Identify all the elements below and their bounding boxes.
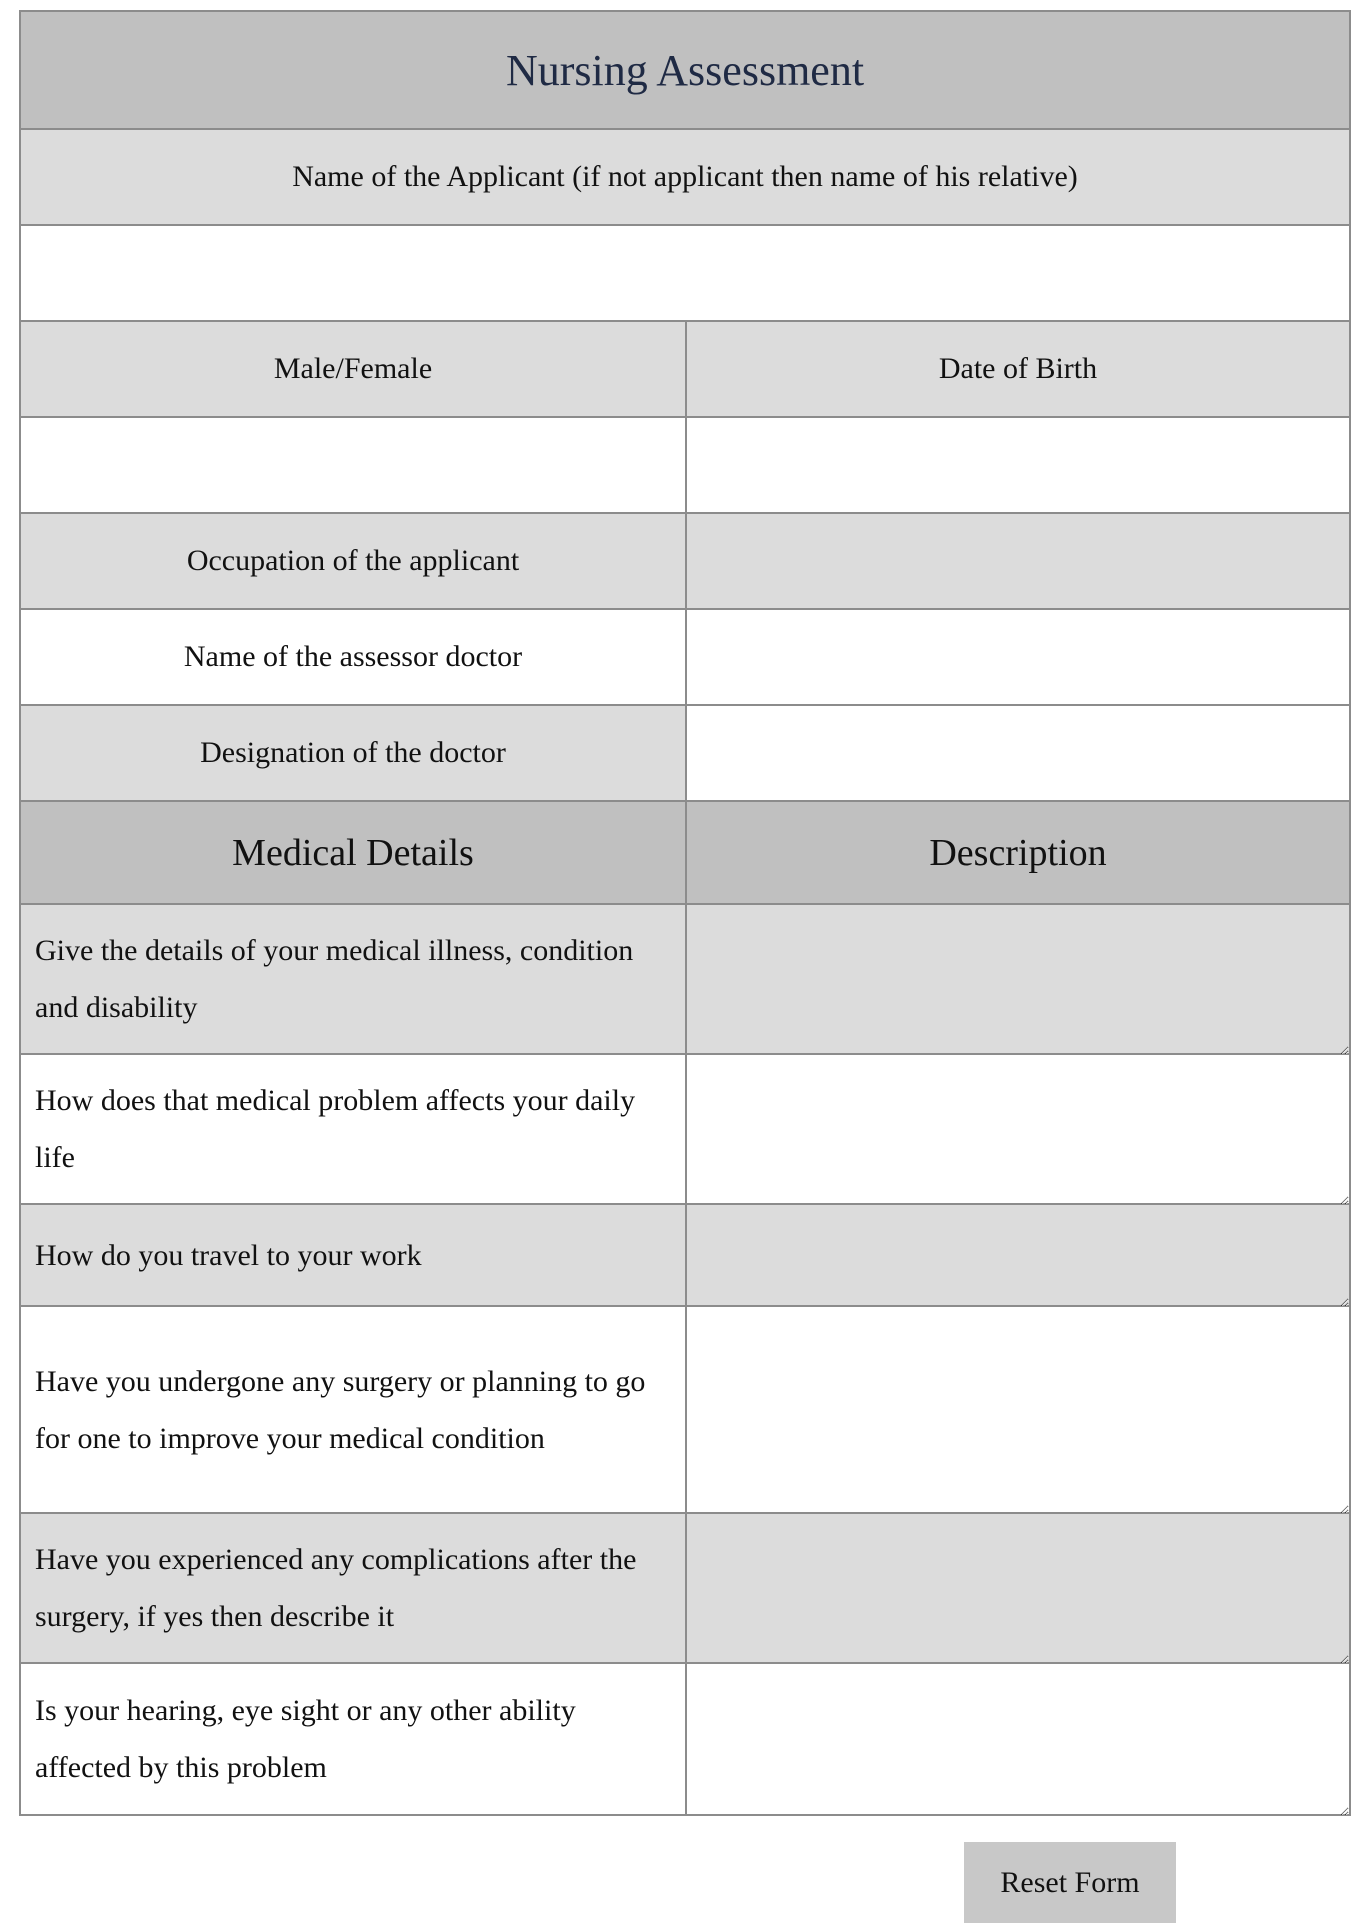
question-row [21, 1664, 1349, 1814]
question-label: Is your hearing, eye sight or any other ability affected by this problem [21, 1664, 687, 1814]
answer-input[interactable] [687, 1662, 1349, 1816]
occupation-input[interactable] [687, 513, 1349, 609]
assessor-input[interactable] [687, 609, 1349, 705]
question-row [21, 1514, 1349, 1664]
occupation-field[interactable] [687, 514, 1349, 608]
reset-form-button[interactable]: Reset Form [964, 1842, 1176, 1923]
answer-input[interactable] [687, 903, 1349, 1055]
medical-details-header: Medical Details [21, 802, 687, 903]
designation-field[interactable] [687, 706, 1349, 800]
answer-input[interactable] [687, 1053, 1349, 1205]
assessor-row [21, 610, 1349, 706]
applicant-name-field[interactable] [21, 226, 1349, 320]
question-label: Have you experienced any complications after the surgery, if yes then describe it [21, 1514, 687, 1662]
gender-dob-input-row [21, 418, 1349, 514]
question-row [21, 1307, 1349, 1514]
title-row [21, 12, 1349, 130]
dob-field[interactable] [687, 418, 1349, 512]
question-row [21, 1205, 1349, 1307]
answer-field[interactable] [687, 1307, 1349, 1512]
occupation-label: Occupation of the applicant [21, 514, 687, 608]
dob-input[interactable] [687, 417, 1349, 513]
designation-row [21, 706, 1349, 802]
applicant-name-label: Name of the Applicant (if not applicant then name of his relative) [21, 130, 1349, 224]
gender-field[interactable] [21, 418, 687, 512]
question-label: Have you undergone any surgery or planning to go for one to improve your medical condition [21, 1307, 687, 1512]
gender-label: Male/Female [21, 322, 687, 416]
question-label: Give the details of your medical illness, condition and disability [21, 905, 687, 1053]
answer-field[interactable] [687, 1055, 1349, 1203]
answer-field[interactable] [687, 905, 1349, 1053]
designation-input[interactable] [687, 705, 1349, 801]
question-label: How do you travel to your work [21, 1205, 687, 1305]
assessor-label: Name of the assessor doctor [21, 610, 687, 704]
designation-label: Designation of the doctor [21, 706, 687, 800]
answer-field[interactable] [687, 1514, 1349, 1662]
dob-label: Date of Birth [687, 322, 1349, 416]
answer-input[interactable] [687, 1305, 1349, 1514]
question-label: How does that medical problem affects your daily life [21, 1055, 687, 1203]
medical-header-row [21, 802, 1349, 905]
answer-input[interactable] [687, 1203, 1349, 1307]
applicant-name-input-row [21, 226, 1349, 322]
occupation-row [21, 514, 1349, 610]
assessor-field[interactable] [687, 610, 1349, 704]
applicant-name-input[interactable] [21, 225, 1349, 321]
question-row [21, 905, 1349, 1055]
nursing-assessment-form [19, 10, 1351, 1816]
question-row [21, 1055, 1349, 1205]
gender-dob-label-row [21, 322, 1349, 418]
answer-field[interactable] [687, 1664, 1349, 1814]
answer-field[interactable] [687, 1205, 1349, 1305]
description-header: Description [687, 802, 1349, 903]
applicant-name-label-row [21, 130, 1349, 226]
form-title: Nursing Assessment [21, 12, 1349, 128]
answer-input[interactable] [687, 1512, 1349, 1664]
gender-input[interactable] [21, 417, 685, 513]
